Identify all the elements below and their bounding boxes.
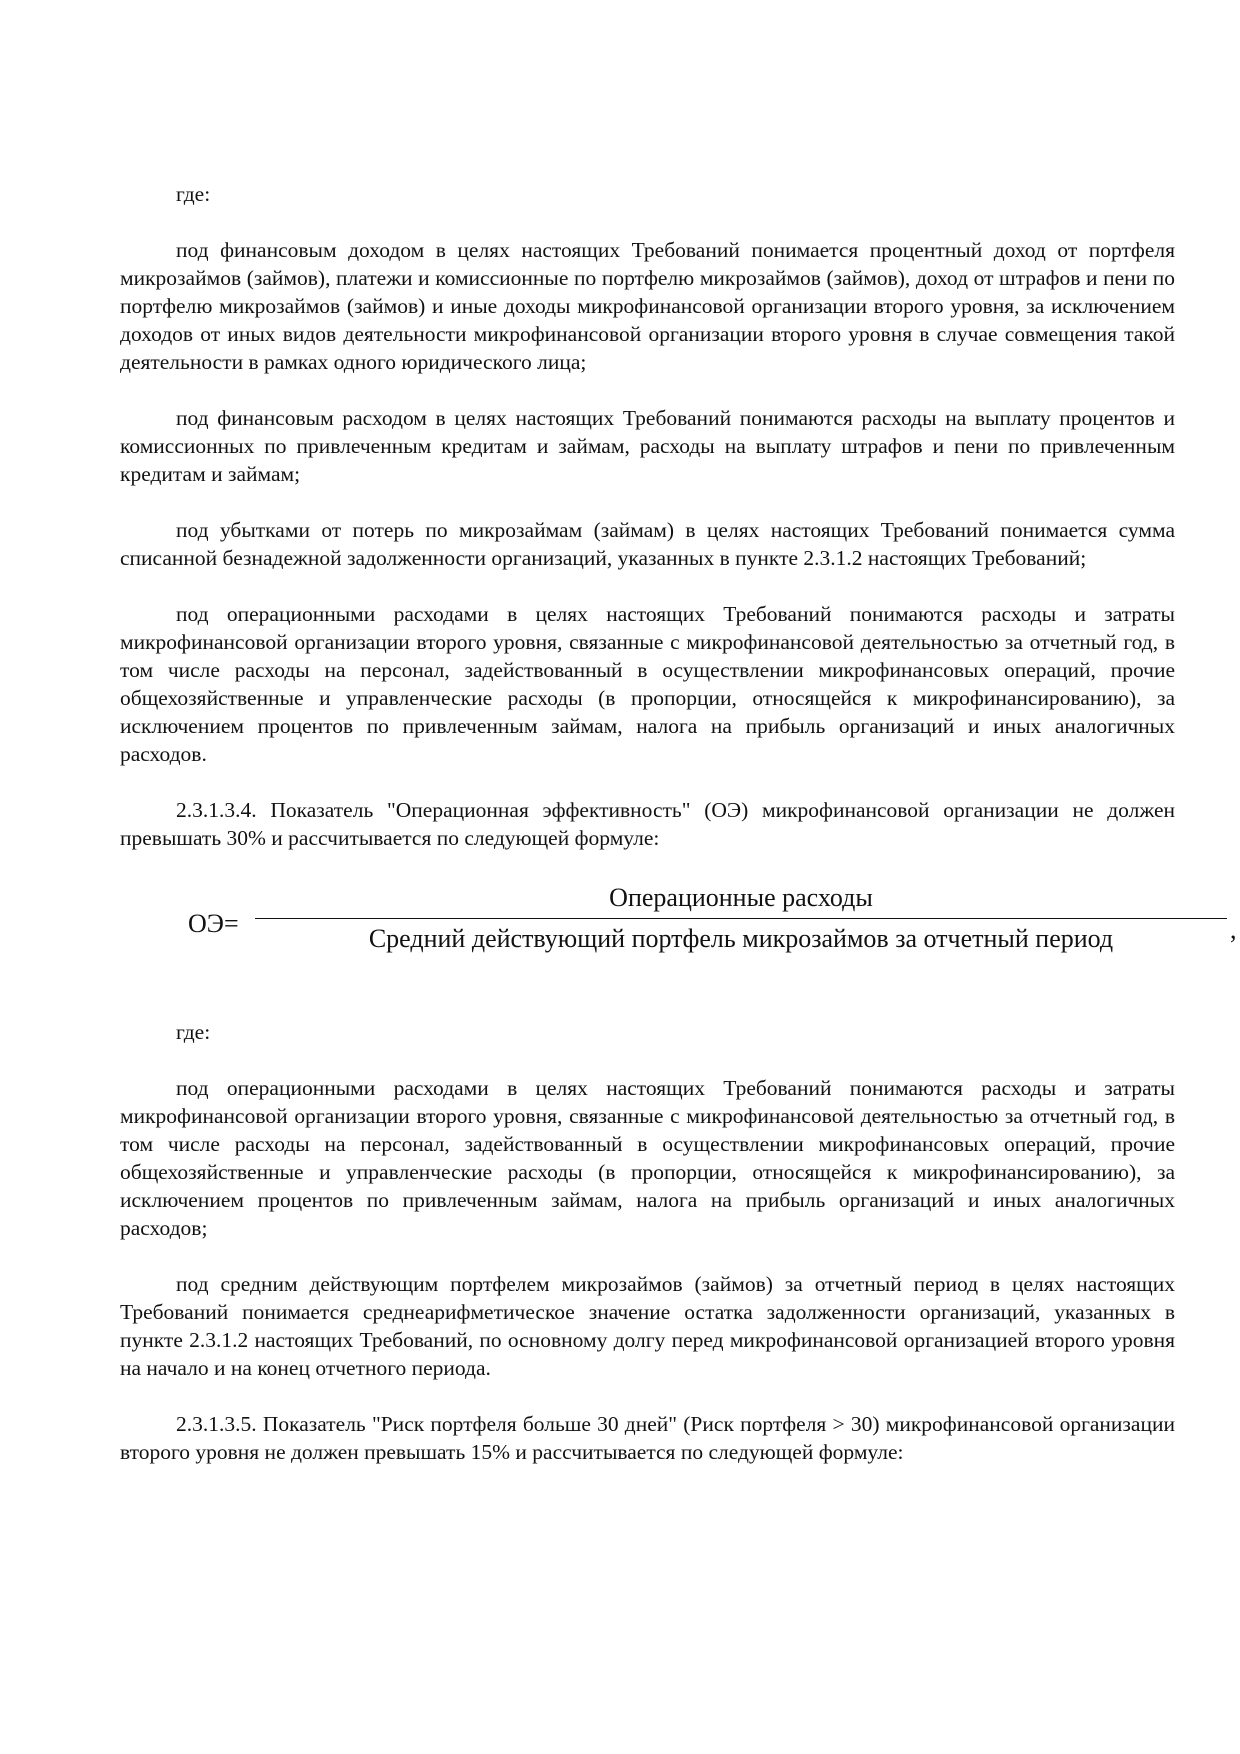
paragraph-loan-losses: под убытками от потерь по микрозаймам (займам) в целях настоящих Требований понимается сумма списанной безнадежной задолженности организаций, указанных в пункте 2.3.1.2 настоящих Требований; (120, 518, 1175, 570)
formula-trailing-comma: , (1230, 915, 1237, 944)
where-label: где: (176, 1020, 211, 1044)
formula-operational-efficiency (120, 880, 1237, 990)
fraction-bar (255, 918, 1227, 919)
formula-numerator: Операционные расходы (609, 883, 873, 912)
paragraph-section-2-3-1-3-4: 2.3.1.3.4. Показатель "Операционная эффективность" (ОЭ) микрофинансовой организации не должен превышать 30% и рассчитывается по следующей формуле: (120, 798, 1175, 850)
formula-lhs: ОЭ= (188, 909, 239, 938)
paragraph-financial-expense: под финансовым расходом в целях настоящих Требований понимаются расходы на выплату процентов и комиссионных по привлеченным кредитам и займам, расходы на выплату штрафов и пени по привлеченным кредитам и займам; (120, 406, 1175, 486)
document-page (120, 180, 1237, 1494)
paragraph-section-2-3-1-3-5: 2.3.1.3.5. Показатель "Риск портфеля больше 30 дней" (Риск портфеля > 30) микрофинансовой организации второго уровня не должен превышать 15% и рассчитывается по следующей формуле: (120, 1412, 1175, 1464)
formula-fraction (255, 880, 1227, 957)
formula-denominator: Средний действующий портфель микрозаймов за отчетный период (368, 924, 1114, 953)
where-label: где: (176, 182, 211, 206)
paragraph-operating-expenses: под операционными расходами в целях настоящих Требований понимаются расходы и затраты микрофинансовой организации второго уровня, связанные с микрофинансовой деятельностью за отчетный год, в том числе расходы на персонал, задействованный в осуществлении микрофинансовых операций, прочие общехозяйственные и управленческие расходы (в пропорции, относящейся к микрофинансированию), за исключением процентов по привлеченным займам, налога на прибыль организаций и иных аналогичных расходов. (120, 602, 1175, 766)
paragraph-financial-income: под финансовым доходом в целях настоящих Требований понимается процентный доход от портфеля микрозаймов (займов), платежи и комиссионные по портфелю микрозаймов (займов), доход от штрафов и пени по портфелю микрозаймов (займов) и иные доходы микрофинансовой организации второго уровня, за исключением доходов от иных видов деятельности микрофинансовой организации второго уровня в случае совмещения такой деятельности в рамках одного юридического лица; (120, 238, 1175, 374)
paragraph-operating-expenses-definition: под операционными расходами в целях настоящих Требований понимаются расходы и затраты микрофинансовой организации второго уровня, связанные с микрофинансовой деятельностью за отчетный год, в том числе расходы на персонал, задействованный в осуществлении микрофинансовых операций, прочие общехозяйственные и управленческие расходы (в пропорции, относящейся к микрофинансированию), за исключением процентов по привлеченным займам, налога на прибыль организаций и иных аналогичных расходов; (120, 1076, 1175, 1240)
paragraph-average-portfolio: под средним действующим портфелем микрозаймов (займов) за отчетный период в целях настоящих Требований понимается среднеарифметическое значение остатка задолженности организаций, указанных в пункте 2.3.1.2 настоящих Требований, по основному долгу перед микрофинансовой организацией второго уровня на начало и на конец отчетного периода. (120, 1272, 1175, 1380)
